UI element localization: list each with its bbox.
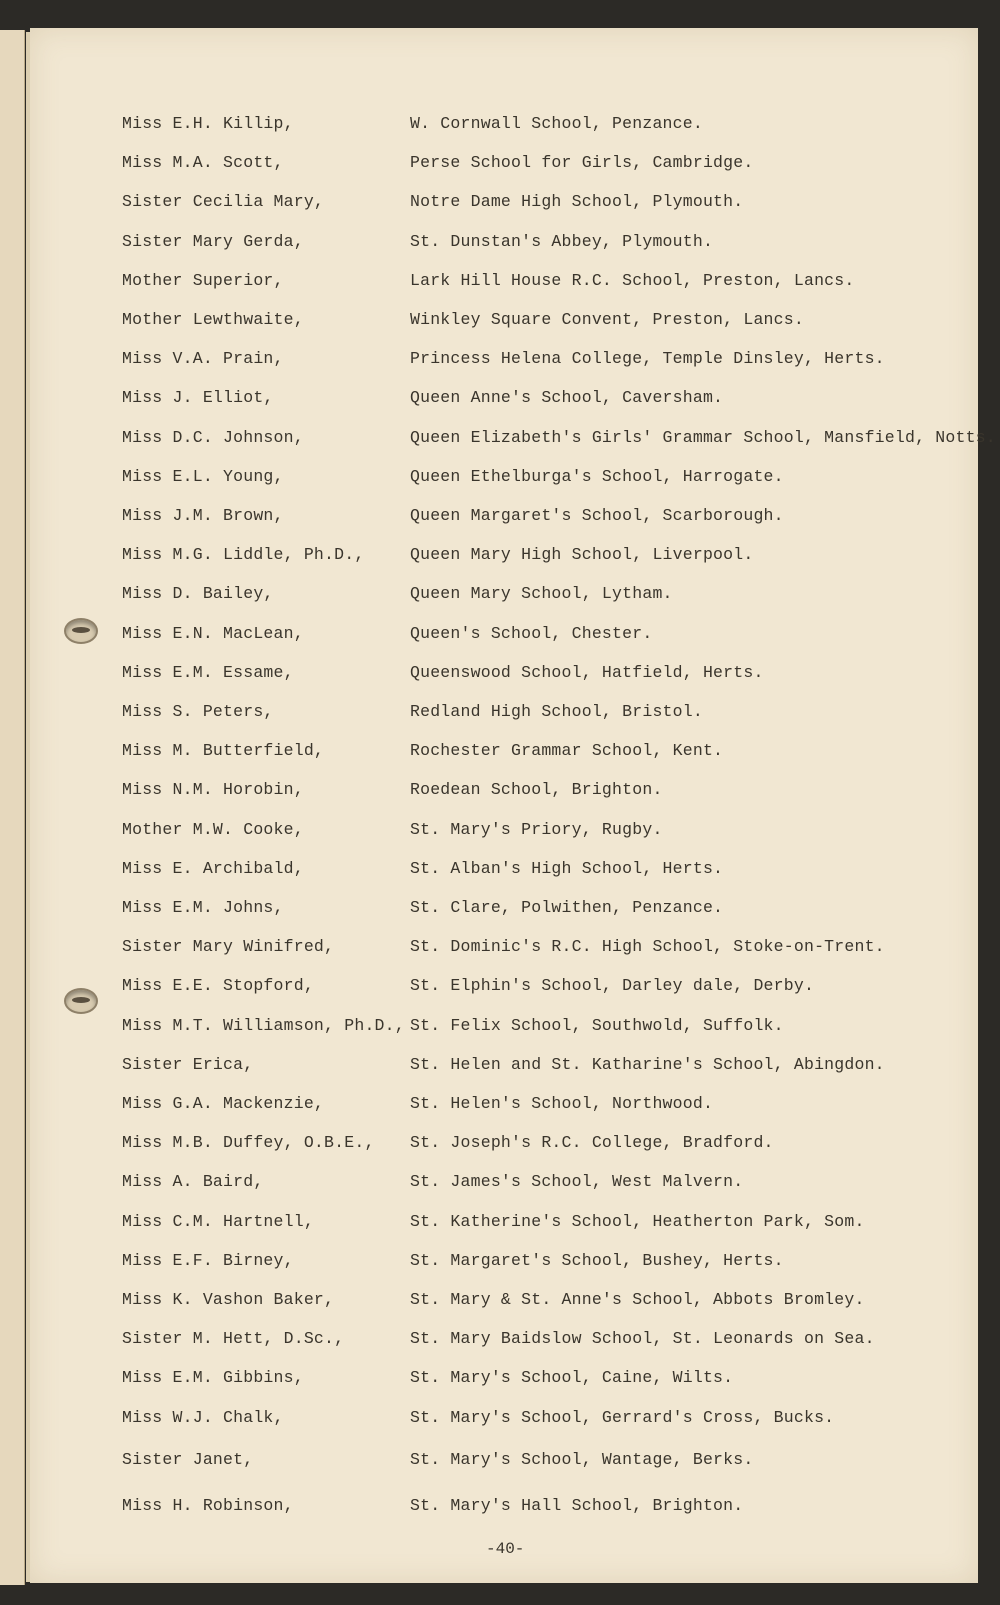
entry-school: Queen Mary School, Lytham. bbox=[410, 584, 673, 603]
list-item bbox=[0, 153, 1000, 177]
entry-school: Queen Anne's School, Caversham. bbox=[410, 388, 724, 407]
list-item bbox=[0, 232, 1000, 256]
entry-name: Mother M.W. Cooke, bbox=[122, 820, 304, 839]
entry-name: Miss E.F. Birney, bbox=[122, 1251, 294, 1270]
entry-school: St. James's School, West Malvern. bbox=[410, 1172, 744, 1191]
list-item bbox=[0, 1368, 1000, 1392]
list-item bbox=[0, 545, 1000, 569]
entry-name: Miss M.G. Liddle, Ph.D., bbox=[122, 545, 365, 564]
entry-name: Miss W.J. Chalk, bbox=[122, 1408, 284, 1427]
list-item bbox=[0, 428, 1000, 452]
entry-name: Miss J. Elliot, bbox=[122, 388, 274, 407]
list-item bbox=[0, 1496, 1000, 1520]
entry-school: Winkley Square Convent, Preston, Lancs. bbox=[410, 310, 804, 329]
entry-name: Mother Lewthwaite, bbox=[122, 310, 304, 329]
entry-name: Miss E.L. Young, bbox=[122, 467, 284, 486]
entry-school: Queen Ethelburga's School, Harrogate. bbox=[410, 467, 784, 486]
list-item bbox=[0, 1329, 1000, 1353]
list-item bbox=[0, 937, 1000, 961]
entry-name: Miss E.M. Johns, bbox=[122, 898, 284, 917]
list-item bbox=[0, 976, 1000, 1000]
entry-school: Queen's School, Chester. bbox=[410, 624, 653, 643]
entry-name: Miss G.A. Mackenzie, bbox=[122, 1094, 325, 1113]
entry-school: Queen Margaret's School, Scarborough. bbox=[410, 506, 784, 525]
entry-school: Redland High School, Bristol. bbox=[410, 702, 703, 721]
list-item bbox=[0, 114, 1000, 138]
list-item bbox=[0, 388, 1000, 412]
entry-name: Miss E. Archibald, bbox=[122, 859, 304, 878]
entry-name: Miss E.N. MacLean, bbox=[122, 624, 304, 643]
entry-school: Queen Mary High School, Liverpool. bbox=[410, 545, 754, 564]
list-item bbox=[0, 624, 1000, 648]
entry-school: St. Dominic's R.C. High School, Stoke-on-Trent. bbox=[410, 937, 885, 956]
entry-school: St. Dunstan's Abbey, Plymouth. bbox=[410, 232, 714, 251]
entry-school: St. Clare, Polwithen, Penzance. bbox=[410, 898, 724, 917]
list-item bbox=[0, 1290, 1000, 1314]
entry-school: W. Cornwall School, Penzance. bbox=[410, 114, 703, 133]
list-item bbox=[0, 1172, 1000, 1196]
list-item bbox=[0, 898, 1000, 922]
list-item bbox=[0, 349, 1000, 373]
entry-school: St. Mary's School, Gerrard's Cross, Bucks. bbox=[410, 1408, 835, 1427]
entry-name: Miss E.H. Killip, bbox=[122, 114, 294, 133]
entry-school: St. Alban's High School, Herts. bbox=[410, 859, 724, 878]
entry-school: Roedean School, Brighton. bbox=[410, 780, 663, 799]
entry-name: Sister Mary Gerda, bbox=[122, 232, 304, 251]
entry-name: Miss M.A. Scott, bbox=[122, 153, 284, 172]
entry-name: Miss C.M. Hartnell, bbox=[122, 1212, 314, 1231]
entry-school: St. Mary's School, Wantage, Berks. bbox=[410, 1450, 754, 1469]
page-number: -40- bbox=[486, 1540, 525, 1558]
list-item bbox=[0, 584, 1000, 608]
entry-school: St. Joseph's R.C. College, Bradford. bbox=[410, 1133, 774, 1152]
entry-name: Miss E.M. Gibbins, bbox=[122, 1368, 304, 1387]
entry-name: Miss N.M. Horobin, bbox=[122, 780, 304, 799]
entry-school: St. Helen's School, Northwood. bbox=[410, 1094, 714, 1113]
list-item bbox=[0, 859, 1000, 883]
list-item bbox=[0, 1251, 1000, 1275]
entry-name: Miss K. Vashon Baker, bbox=[122, 1290, 335, 1309]
entry-school: St. Mary's Hall School, Brighton. bbox=[410, 1496, 744, 1515]
entry-school: Lark Hill House R.C. School, Preston, Lancs. bbox=[410, 271, 855, 290]
entry-school: Rochester Grammar School, Kent. bbox=[410, 741, 724, 760]
entry-name: Sister M. Hett, D.Sc., bbox=[122, 1329, 345, 1348]
list-item bbox=[0, 820, 1000, 844]
entry-name: Miss M.T. Williamson, Ph.D., bbox=[122, 1016, 405, 1035]
list-item bbox=[0, 192, 1000, 216]
entry-name: Miss V.A. Prain, bbox=[122, 349, 284, 368]
entry-name: Miss E.E. Stopford, bbox=[122, 976, 314, 995]
list-item bbox=[0, 702, 1000, 726]
list-item bbox=[0, 467, 1000, 491]
entry-name: Miss M.B. Duffey, O.B.E., bbox=[122, 1133, 375, 1152]
entry-school: St. Elphin's School, Darley dale, Derby. bbox=[410, 976, 815, 995]
entry-name: Miss S. Peters, bbox=[122, 702, 274, 721]
entry-name: Miss A. Baird, bbox=[122, 1172, 264, 1191]
entry-name: Miss M. Butterfield, bbox=[122, 741, 325, 760]
list-item bbox=[0, 1133, 1000, 1157]
entry-school: St. Helen and St. Katharine's School, Abingdon. bbox=[410, 1055, 885, 1074]
entry-name: Miss H. Robinson, bbox=[122, 1496, 294, 1515]
entry-name: Sister Mary Winifred, bbox=[122, 937, 335, 956]
entry-school: St. Mary Baidslow School, St. Leonards on Sea. bbox=[410, 1329, 875, 1348]
list-item bbox=[0, 1055, 1000, 1079]
list-item bbox=[0, 506, 1000, 530]
entry-school: St. Margaret's School, Bushey, Herts. bbox=[410, 1251, 784, 1270]
entry-name: Miss J.M. Brown, bbox=[122, 506, 284, 525]
entry-school: Queen Elizabeth's Girls' Grammar School, Mansfield, Notts. bbox=[410, 428, 996, 447]
entry-name: Miss D. Bailey, bbox=[122, 584, 274, 603]
entry-school: St. Mary's Priory, Rugby. bbox=[410, 820, 663, 839]
entry-school: Queenswood School, Hatfield, Herts. bbox=[410, 663, 764, 682]
list-item bbox=[0, 1408, 1000, 1432]
entry-school: Princess Helena College, Temple Dinsley, Herts. bbox=[410, 349, 885, 368]
entry-school: St. Mary & St. Anne's School, Abbots Bromley. bbox=[410, 1290, 865, 1309]
list-item bbox=[0, 271, 1000, 295]
list-item bbox=[0, 780, 1000, 804]
list-item bbox=[0, 1212, 1000, 1236]
list-item bbox=[0, 310, 1000, 334]
entry-name: Miss E.M. Essame, bbox=[122, 663, 294, 682]
entry-name: Sister Janet, bbox=[122, 1450, 254, 1469]
list-item bbox=[0, 663, 1000, 687]
entry-school: St. Mary's School, Caine, Wilts. bbox=[410, 1368, 734, 1387]
entry-name: Miss D.C. Johnson, bbox=[122, 428, 304, 447]
list-item bbox=[0, 741, 1000, 765]
list-item bbox=[0, 1094, 1000, 1118]
entry-school: Perse School for Girls, Cambridge. bbox=[410, 153, 754, 172]
entry-school: St. Katherine's School, Heatherton Park, Som. bbox=[410, 1212, 865, 1231]
list-item bbox=[0, 1450, 1000, 1474]
entry-name: Sister Cecilia Mary, bbox=[122, 192, 325, 211]
entry-name: Sister Erica, bbox=[122, 1055, 254, 1074]
entry-school: Notre Dame High School, Plymouth. bbox=[410, 192, 744, 211]
entry-school: St. Felix School, Southwold, Suffolk. bbox=[410, 1016, 784, 1035]
entry-name: Mother Superior, bbox=[122, 271, 284, 290]
list-item bbox=[0, 1016, 1000, 1040]
